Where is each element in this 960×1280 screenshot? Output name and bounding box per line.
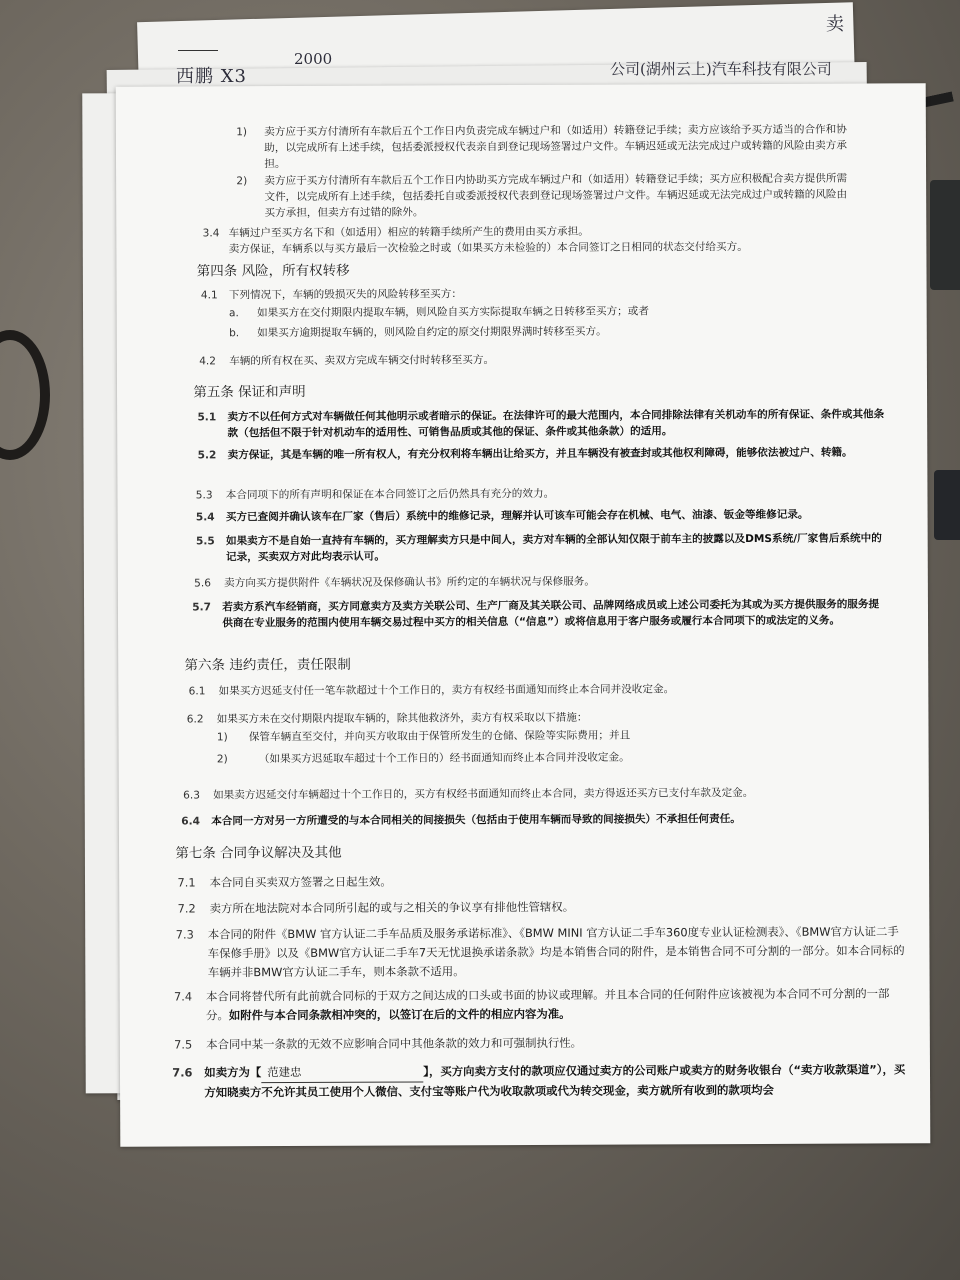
article-7-title: 第七条 合同争议解决及其他 [175, 844, 342, 862]
desk-device [934, 470, 960, 540]
clause-7-2: 7.2 卖方所在地法院对本合同所引起的或与之相关的争议享有排他性管辖权。 [177, 899, 575, 916]
article-4-title: 第四条 风险，所有权转移 [196, 262, 350, 280]
clause-5-3: 5.3 本合同项下的所有声明和保证在本合同签订之后仍然具有充分的效力。 [195, 487, 555, 502]
clause-6-4: 6.4 本合同一方对另一方所遭受的与本合同相关的间接损失（包括由于使用车辆而导致的间接损失）不承担任何责任。 [181, 813, 741, 828]
clause-6-3: 6.3 如果卖方迟延交付车辆超过十个工作日的，买方有权经书面通知而终止本合同，卖方得返还买方已支付车款及定金。 [183, 787, 754, 802]
handwritten-note-corner: 卖 [826, 14, 844, 35]
clause-6-2-1: 1) 保管车辆直至交付，并向买方收取由于保管所发生的仓储、保险等实际费用；并且 [216, 729, 631, 744]
handwritten-line [178, 50, 218, 51]
clause-6-1: 6.1 如果买方迟延支付任一笔车款超过十个工作日的，卖方有权经书面通知而终止本合同并没收定金。 [188, 683, 675, 698]
handwritten-note-company: 公司(湖州云上)汽车科技有限公司 [610, 60, 832, 78]
clause-5-6: 5.6 卖方向买方提供附件《车辆状况及保修确认书》所约定的车辆状况与保修服务。 [194, 575, 595, 590]
clause-7-5: 7.5 本合同中某一条款的无效不应影响合同中其他条款的效力和可强制执行性。 [174, 1035, 583, 1052]
clause-7-6: 7.6 如卖方为【 范建忠 】，买方向卖方支付的款项应仅通过卖方的公司账户或卖方的财务收银台（“卖方收款渠道”），买方知晓卖方不允许其员工使用个人微信、支付宝等账户代为收取款项或代为转交现金，卖方就所有收到的款项均会 [172, 1062, 906, 1100]
clause-5-7: 5.7 若卖方系汽车经销商，买方同意卖方及卖方关联公司、生产厂商及其关联公司、品牌网络成员或上述公司委托为其或为买方提供服务的服务提供商在专业服务的范围内使用车辆交易过程中买方的相关信息（“信息”）或将信息用于客户服务或履行本合同项下的或法定的义务。 [192, 598, 880, 630]
clause-5-2: 5.2 卖方保证，其是车辆的唯一所有权人，有充分权利将车辆出让给买方，并且车辆没有被查封或其他权利障碍，能够依法被过户、转籍。 [197, 446, 853, 462]
clause-6-2: 6.2 如果买方未在交付期限内提取车辆的，除其他救济外，卖方有权采取以下措施： [186, 711, 588, 726]
handwritten-note-amount: 2000 [294, 50, 333, 68]
seller-name-field: 范建忠 [261, 1062, 423, 1083]
clause-4-1: 4.1 下列情况下，车辆的毁损灭失的风险转移至买方： [200, 288, 462, 302]
clause-4-2: 4.2 车辆的所有权在买、卖双方完成车辆交付时转移至买方。 [199, 354, 495, 368]
clause-4-1-a: a. 如果买方在交付期限内提取车辆，则风险自买方实际提取车辆之日转移至买方；或者 [228, 305, 649, 320]
clause-3-3-1: 1) 卖方应于买方付清所有车款后五个工作日内负责完成车辆过户和（如适用）转籍登记手续；卖方应该给予买方适当的合作和协助，以完成所有上述手续，包括委派授权代表亲自到登记现场签署过户文件。车辆迟延或无法完成过户或转籍的风险由卖方承担。 [236, 123, 847, 171]
clause-6-2-2: 2) （如果买方迟延取车超过十个工作日的）经书面通知而终止本合同并没收定金。 [216, 751, 630, 766]
clause-3-4: 3.4 车辆过户至买方名下和（如适用）相应的转籍手续所产生的费用由买方承担。 卖方保证，车辆系以与买方最后一次检验之时或（如果买方未检验的）本合同签订之日相同的状态交付给买方。 [202, 225, 748, 256]
clause-7-1: 7.1 本合同自买卖双方签署之日起生效。 [177, 874, 392, 890]
desk-device [930, 180, 960, 290]
clause-7-3: 7.3 本合同的附件《BMW 官方认证二手车品质及服务承诺标准》、《BMW MINI 官方认证二手车360度专业认证检测表》、《BMW官方认证二手车保修手册》以及《BMW官方认证二手车7天无忧退换承诺条款》均是本销售合同的附件，是本销售合同不可分割的一部分。如本合同标的车辆并非BMW官方认证二手车，则本条款不适用。 [175, 924, 905, 980]
handwritten-note-model: 西鹏 X3 [176, 66, 247, 87]
clause-5-5: 5.5 如果卖方不是自始一直持有车辆的，买方理解卖方只是中间人，卖方对车辆的全部认知仅限于前车主的披露以及DMS系统/厂家售后系统中的记录，买卖双方对此均表示认可。 [195, 532, 882, 564]
clause-4-1-b: b. 如果买方逾期提取车辆的，则风险自约定的原交付期限界满时转移至买方。 [229, 325, 607, 340]
clause-5-1: 5.1 卖方不以任何方式对车辆做任何其他明示或者暗示的保证。在法律许可的最大范围内，本合同排除法律有关机动车的所有保证、条件或其他条款（包括但不限于针对机动车的适用性、可销售品质或其他的保证、条件或其他条款）的适用。 [197, 408, 885, 440]
article-6-title: 第六条 违约责任，责任限制 [184, 656, 351, 674]
clause-3-3-2: 2) 卖方应于买方付清所有车款后五个工作日内协助买方完成车辆过户和（如适用）转籍登记手续；买方应积极配合卖方提供所需文件，以完成所有上述手续，包括委托自或委派授权代表到登记现场签署过户文件。车辆迟延或无法完成过户或转籍的风险由买方承担，但卖方有过错的除外。 [236, 172, 848, 220]
clause-7-4: 7.4 本合同将替代所有此前就合同标的于双方之间达成的口头或书面的协议或理解。并且本合同的任何附件应该被视为本合同不可分割的一部分。如附件与本合同条款相冲突的，以签订在后的文件的相应内容为准。 [173, 986, 890, 1023]
clause-5-4: 5.4 买方已查阅并确认该车在厂家（售后）系统中的维修记录，理解并认可该车可能会存在机械、电气、油漆、钣金等维修记录。 [195, 508, 809, 524]
article-5-title: 第五条 保证和声明 [193, 383, 306, 401]
